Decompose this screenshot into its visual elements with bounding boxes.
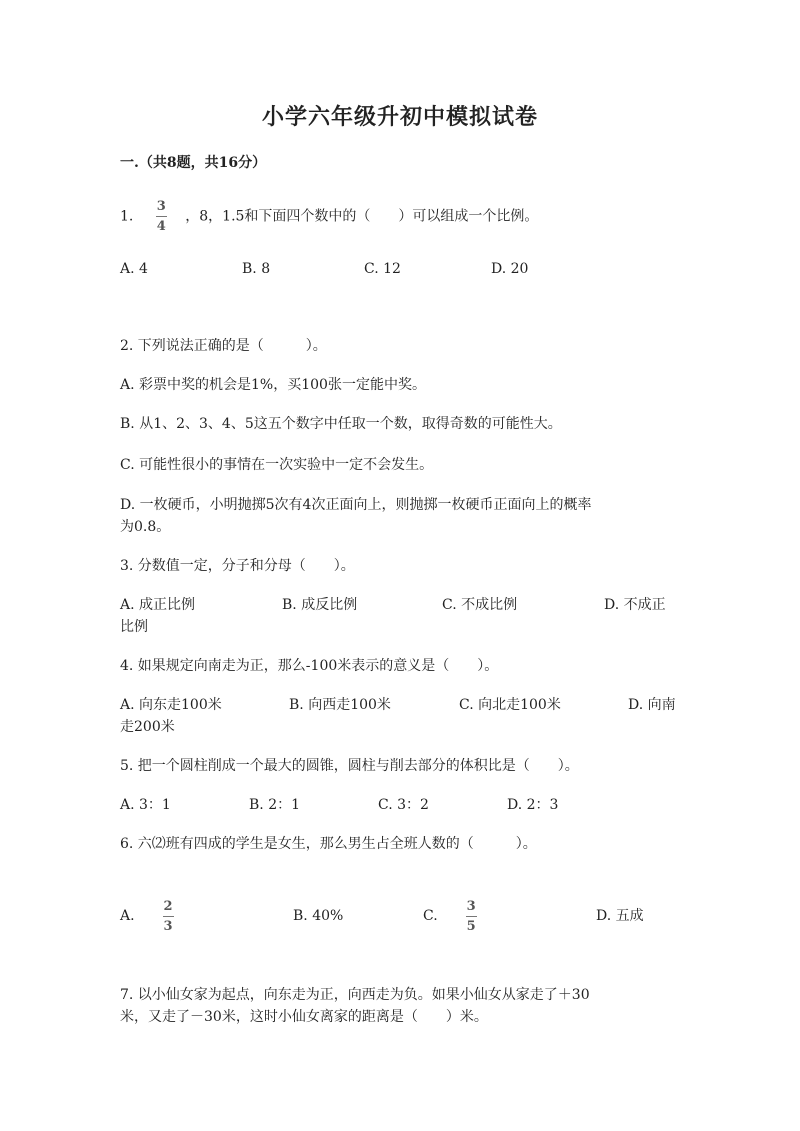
question-2-option-d: D. 一枚硬币，小明抛掷5次有4次正面向上，则抛掷一枚硬币正面向上的概率 bbox=[120, 497, 592, 513]
fraction-three-fifths bbox=[466, 900, 477, 933]
fraction-two-thirds bbox=[163, 900, 174, 933]
question-4-option-a: A. 向东走100米 bbox=[120, 697, 222, 713]
question-4: 4. 如果规定向南走为正，那么-100米表示的意义是（ ）。 bbox=[120, 658, 499, 674]
question-3: 3. 分数值一定，分子和分母（ ）。 bbox=[120, 558, 355, 574]
fraction-denominator: 5 bbox=[466, 918, 476, 934]
fraction-three-quarters bbox=[156, 200, 167, 233]
question-1-option-b: B. 8 bbox=[242, 261, 271, 277]
question-1-option-a: A. 4 bbox=[120, 261, 148, 277]
question-1-option-d: D. 20 bbox=[491, 261, 529, 277]
fraction-numerator: 2 bbox=[163, 898, 173, 914]
option-a-label: A. bbox=[120, 908, 135, 924]
question-4-option-d: D. 向南 bbox=[628, 697, 676, 713]
question-1-text: ，8，1.5和下面四个数中的（ ）可以组成一个比例。 bbox=[185, 208, 539, 225]
fraction-denominator: 3 bbox=[163, 918, 173, 934]
question-1 bbox=[120, 200, 538, 233]
question-3-option-d-continued: 比例 bbox=[120, 619, 148, 635]
section-heading: 一.（共8题，共16分） bbox=[120, 155, 267, 171]
question-7-continued: 米，又走了－30米，这时小仙女离家的距离是（ ）米。 bbox=[120, 1009, 488, 1025]
question-3-option-b: B. 成反比例 bbox=[282, 597, 358, 613]
question-7: 7. 以小仙女家为起点，向东走为正，向西走为负。如果小仙女从家走了＋30 bbox=[120, 987, 590, 1003]
question-2-option-a: A. 彩票中奖的机会是1%，买100张一定能中奖。 bbox=[120, 377, 426, 393]
question-4-option-d-continued: 走200米 bbox=[120, 719, 175, 735]
question-2-option-b: B. 从1、2、3、4、5这五个数字中任取一个数，取得奇数的可能性大。 bbox=[120, 416, 562, 432]
question-3-option-c: C. 不成比例 bbox=[442, 597, 518, 613]
fraction-bar bbox=[163, 916, 174, 917]
question-4-option-c: C. 向北走100米 bbox=[459, 697, 561, 713]
question-1-number: 1. bbox=[120, 208, 134, 225]
fraction-numerator: 3 bbox=[466, 898, 476, 914]
option-c-label: C. bbox=[423, 908, 438, 924]
question-3-option-a: A. 成正比例 bbox=[120, 597, 196, 613]
question-5-option-d: D. 2：3 bbox=[507, 797, 559, 813]
question-5-option-a: A. 3：1 bbox=[120, 797, 171, 813]
question-5-option-b: B. 2：1 bbox=[249, 797, 301, 813]
fraction-numerator: 3 bbox=[156, 199, 166, 214]
page-title: 小学六年级升初中模拟试卷 bbox=[261, 104, 538, 130]
question-4-option-b: B. 向西走100米 bbox=[289, 697, 391, 713]
question-6-option-d: D. 五成 bbox=[596, 908, 644, 924]
question-2: 2. 下列说法正确的是（ ）。 bbox=[120, 338, 327, 354]
question-3-option-d: D. 不成正 bbox=[604, 597, 666, 613]
question-6-option-b: B. 40% bbox=[293, 908, 344, 924]
fraction-bar bbox=[156, 216, 167, 217]
question-6-option-a bbox=[120, 898, 174, 934]
question-6-option-c bbox=[423, 898, 477, 934]
question-6: 6. 六⑵班有四成的学生是女生，那么男生占全班人数的（ ）。 bbox=[120, 836, 537, 852]
question-5-option-c: C. 3：2 bbox=[378, 797, 429, 813]
question-5: 5. 把一个圆柱削成一个最大的圆锥，圆柱与削去部分的体积比是（ ）。 bbox=[120, 758, 579, 774]
fraction-bar bbox=[466, 916, 477, 917]
question-2-option-c: C. 可能性很小的事情在一次实验中一定不会发生。 bbox=[120, 457, 434, 473]
fraction-denominator: 4 bbox=[156, 219, 166, 234]
question-1-option-c: C. 12 bbox=[364, 261, 401, 277]
question-2-option-d-continued: 为0.8。 bbox=[120, 519, 171, 535]
